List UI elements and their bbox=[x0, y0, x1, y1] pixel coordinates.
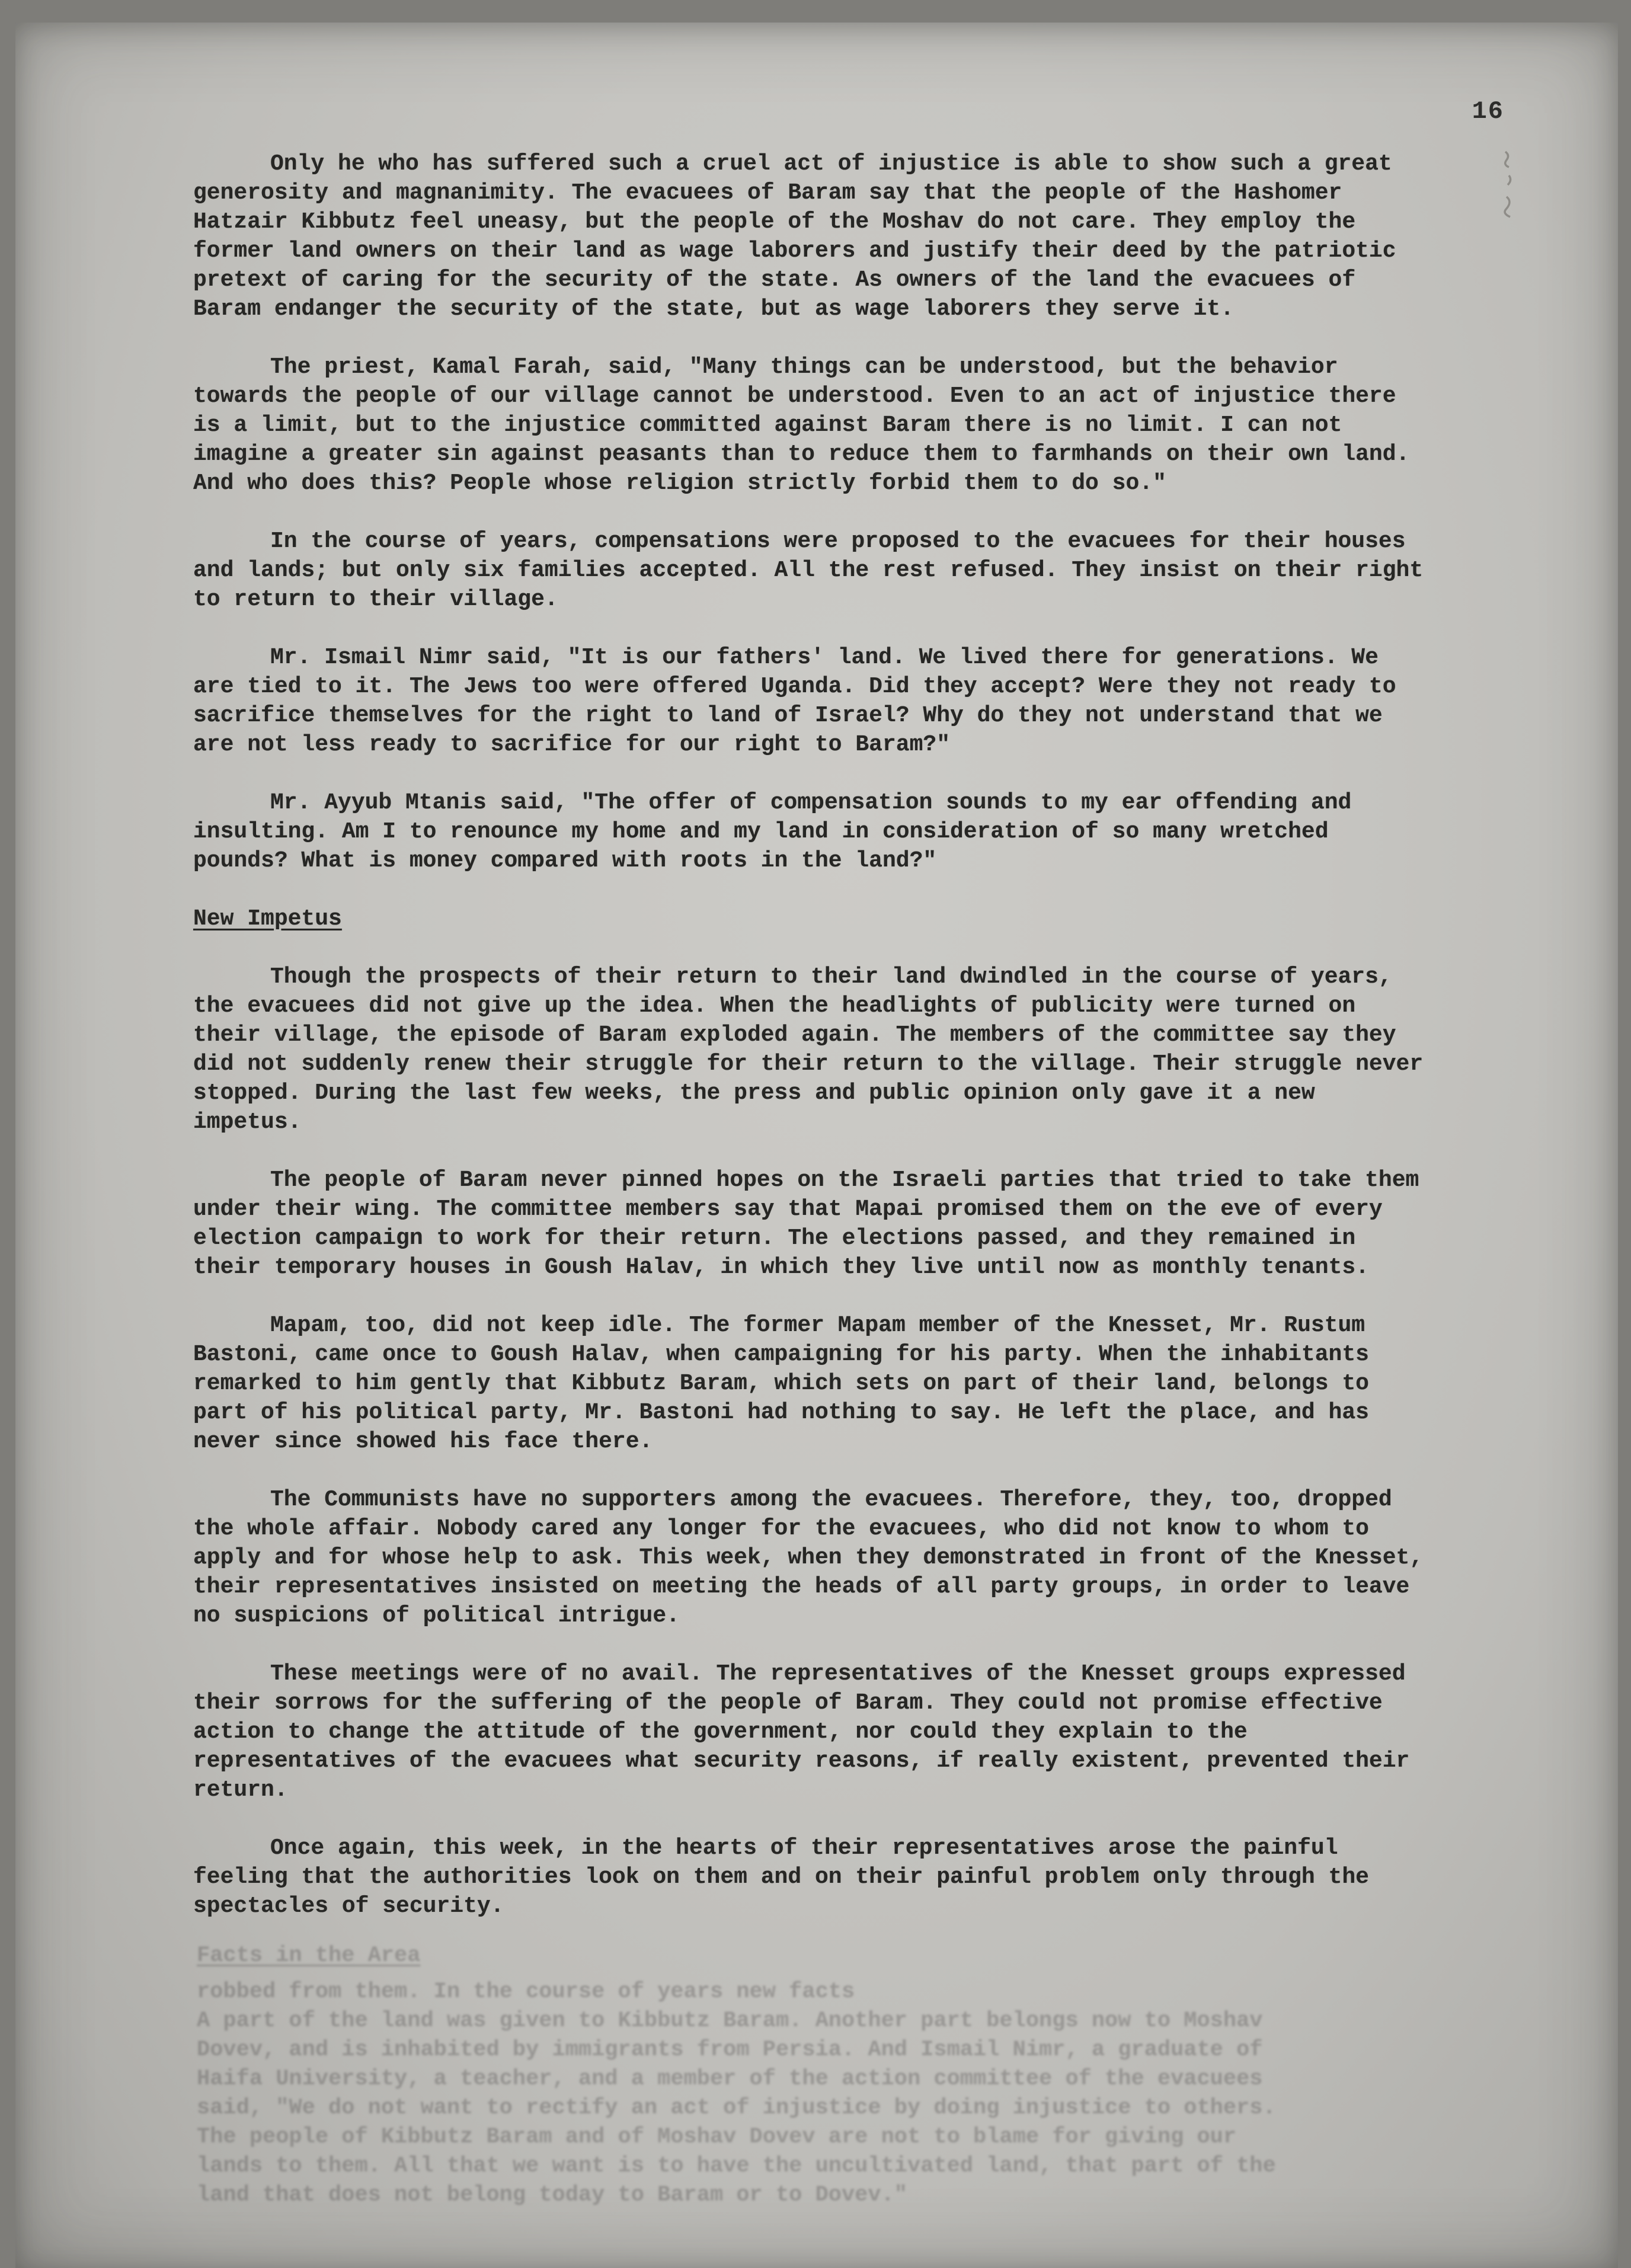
paragraph: The Communists have no supporters among the evacuees. Therefore, they, too, dropped the whole affair. Nobody cared any longer for the evacuees, who did not know to whom to apply and for whose help to ask. This week, when they demonstrated in front of the Knesset, their representatives insisted on meeting the heads of all party groups, in order to leave no suspicions of political intrigue. bbox=[193, 1487, 1424, 1629]
bleedthrough-line: Dovev, and is inhabited by immigrants from Persia. And Ismail Nimr, a graduate of bbox=[197, 2037, 1263, 2062]
paragraph: Mapam, too, did not keep idle. The former Mapam member of the Knesset, Mr. Rustum Bastoni, came once to Goush Halav, when campaigning for his party. When the inhabitants remarked to him gently that Kibbutz Baram, which sets on part of their land, belongs to part of his political party, Mr. Bastoni had nothing to say. He left the place, and has never since showed his face there. bbox=[193, 1313, 1369, 1454]
bleedthrough-line: lands to them. All that we want is to have the uncultivated land, that part of the bbox=[197, 2154, 1276, 2179]
paragraph: Mr. Ismail Nimr said, "It is our fathers' land. We lived there for generations. We are tied to it. The Jews too were offered Uganda. Did they accept? Were they not ready to sacrifice themselves for the right to land of Israel? Why do they not understand that we are not less ready to sacrifice for our right to Baram?" bbox=[193, 645, 1396, 757]
paragraph: Only he who has suffered such a cruel act of injustice is able to show such a great generosity and magnanimity. The evacuees of Baram say that the people of the Hashomer Hatzair Kibbutz feel uneasy, but the people of the Moshav do not care. They employ the former land owners on their land as wage laborers and justify their deed by the patriotic pretext of caring for the security of the state. As owners of the land the evacuees of Baram endanger the security of the state, but as wage laborers they serve it. bbox=[193, 151, 1396, 322]
paper-background bbox=[15, 23, 1618, 2268]
paragraph: In the course of years, compensations were proposed to the evacuees for their houses and lands; but only six families accepted. All the rest refused. They insist on their right to return to their village. bbox=[193, 529, 1424, 612]
bleedthrough-text bbox=[197, 1941, 1453, 2210]
page-number: 16 bbox=[1472, 97, 1504, 126]
paragraph: The people of Baram never pinned hopes on the Israeli parties that tried to take them under their wing. The committee members say that Mapai promised them on the eve of every election campaign to work for their return. The elections passed, and they remained in their temporary houses in Goush Halav, in which they live until now as monthly tenants. bbox=[193, 1167, 1419, 1280]
section-heading: New Impetus bbox=[193, 906, 342, 932]
bleedthrough-line: land that does not belong today to Baram or to Dovev." bbox=[197, 2183, 907, 2208]
document-body bbox=[193, 149, 1432, 1950]
bleedthrough-heading: Facts in the Area bbox=[197, 1943, 421, 1968]
paragraph: These meetings were of no avail. The representatives of the Knesset groups expressed their sorrows for the suffering of the people of Baram. They could not promise effective action to change the attitude of the government, nor could they explain to the representatives of the evacuees what security reasons, if really existent, prevented their return. bbox=[193, 1661, 1410, 1803]
bleedthrough-line: Haifa University, a teacher, and a member of the action committee of the evacuees bbox=[197, 2067, 1263, 2091]
paragraph: Mr. Ayyub Mtanis said, "The offer of compensation sounds to my ear offending and insulting. Am I to renounce my home and my land in consideration of so many wretched pounds? What is money compared with roots in the land?" bbox=[193, 790, 1352, 874]
pencil-marks bbox=[1494, 147, 1523, 224]
bleedthrough-line: said, "We do not want to rectify an act of injustice by doing injustice to others. bbox=[197, 2096, 1276, 2120]
bleedthrough-line: The people of Kibbutz Baram and of Moshav Dovev are not to blame for giving our bbox=[197, 2125, 1237, 2149]
paragraph: Once again, this week, in the hearts of their representatives arose the painful feeling that the authorities look on them and on their painful problem only through the spectacles of security. bbox=[193, 1835, 1369, 1919]
bleedthrough-line: robbed from them. In the course of years new facts bbox=[197, 1979, 855, 2004]
paragraph: The priest, Kamal Farah, said, "Many things can be understood, but the behavior towards the people of our village cannot be understood. Even to an act of injustice there is a limit, but to the injustice committed against Baram there is no limit. I can not imagine a greater sin against peasants than to reduce them to farmhands on their own land. And who does this? People whose religion strictly forbid them to do so." bbox=[193, 354, 1410, 496]
paragraph: Though the prospects of their return to their land dwindled in the course of years, the evacuees did not give up the idea. When the headlights of publicity were turned on their village, the episode of Baram exploded again. The members of the committee say they did not suddenly renew their struggle for their return to the village. Their struggle never stopped. During the last few weeks, the press and public opinion only gave it a new impetus. bbox=[193, 964, 1424, 1135]
bleedthrough-line: A part of the land was given to Kibbutz Baram. Another part belongs now to Moshav bbox=[197, 2008, 1263, 2033]
